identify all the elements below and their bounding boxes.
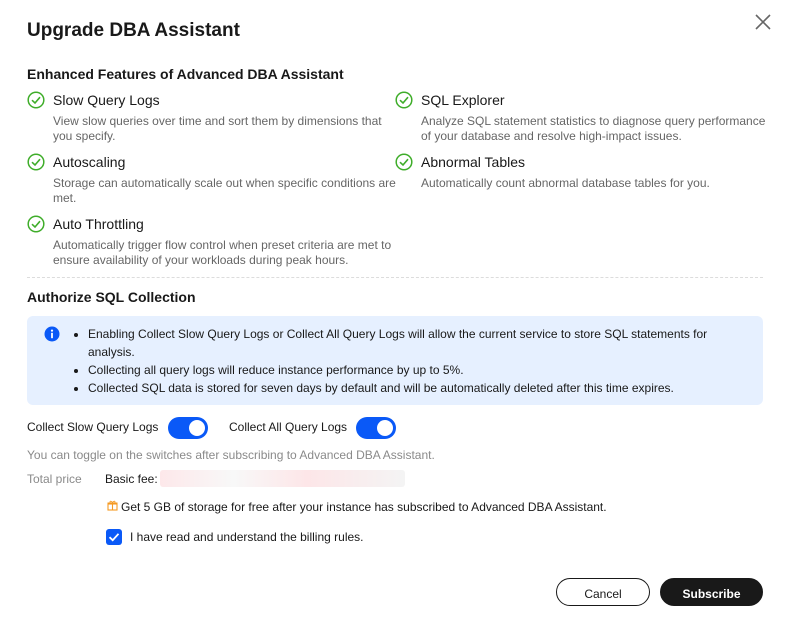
feature-title: Autoscaling: [53, 154, 126, 170]
basic-fee-value-redacted: [160, 470, 405, 487]
check-circle-icon: [27, 215, 45, 233]
feature-title: Auto Throttling: [53, 216, 144, 232]
info-note: • Enabling Collect Slow Query Logs or Collect All Query Logs will allow the current service to store SQL statements for analysis.: [88, 325, 733, 361]
toggle-knob: [189, 420, 205, 436]
feature-desc: Analyze SQL statement statistics to diagnose query performance of your database and resolve high-impact issues.: [421, 114, 766, 143]
collect-slow-query-logs-label: Collect Slow Query Logs: [27, 420, 159, 434]
feature-title: SQL Explorer: [421, 92, 505, 108]
gift-icon: [107, 500, 118, 511]
feature-desc: Automatically count abnormal database tables for you.: [421, 176, 710, 190]
info-note: • Collecting all query logs will reduce instance performance by up to 5%.: [88, 361, 733, 379]
check-circle-icon: [27, 91, 45, 109]
toggle-knob: [377, 420, 393, 436]
info-icon: [44, 326, 60, 342]
authorize-heading: Authorize SQL Collection: [27, 289, 196, 305]
checkmark-icon: [106, 529, 122, 545]
feature-desc: Storage can automatically scale out when specific conditions are met.: [53, 176, 396, 205]
collect-slow-query-logs-toggle[interactable]: [168, 417, 208, 439]
feature-title: Abnormal Tables: [421, 154, 526, 170]
info-list: [72, 325, 733, 397]
dialog-title: Upgrade DBA Assistant: [27, 20, 240, 41]
info-note: • Collected SQL data is stored for seven days by default and will be automatically deleted after this time expires.: [88, 379, 733, 397]
toggle-hint: You can toggle on the switches after subscribing to Advanced DBA Assistant.: [27, 448, 435, 462]
basic-fee-label: Basic fee:: [105, 472, 158, 486]
subscribe-button[interactable]: Subscribe: [660, 578, 763, 606]
billing-agreement-checkbox[interactable]: [106, 529, 122, 545]
total-price-label: Total price: [27, 472, 82, 486]
collect-all-query-logs-label: Collect All Query Logs: [229, 420, 348, 434]
check-circle-icon: [395, 91, 413, 109]
feature-title: Slow Query Logs: [53, 92, 160, 108]
billing-agreement-label[interactable]: I have read and understand the billing rules.: [130, 530, 364, 544]
collect-all-query-logs-toggle[interactable]: [356, 417, 396, 439]
features-heading: Enhanced Features of Advanced DBA Assistant: [27, 66, 344, 82]
free-storage-note: Get 5 GB of storage for free after your instance has subscribed to Advanced DBA Assistant.: [121, 500, 607, 514]
feature-desc: Automatically trigger flow control when preset criteria are met to ensure availability of your workloads during peak hours.: [53, 238, 392, 267]
feature-desc: View slow queries over time and sort them by dimensions that you specify.: [53, 114, 382, 143]
divider: [27, 277, 763, 278]
cancel-button[interactable]: Cancel: [556, 578, 650, 606]
check-circle-icon: [27, 153, 45, 171]
check-circle-icon: [395, 153, 413, 171]
close-icon[interactable]: [754, 13, 772, 31]
info-notice: [27, 316, 763, 405]
